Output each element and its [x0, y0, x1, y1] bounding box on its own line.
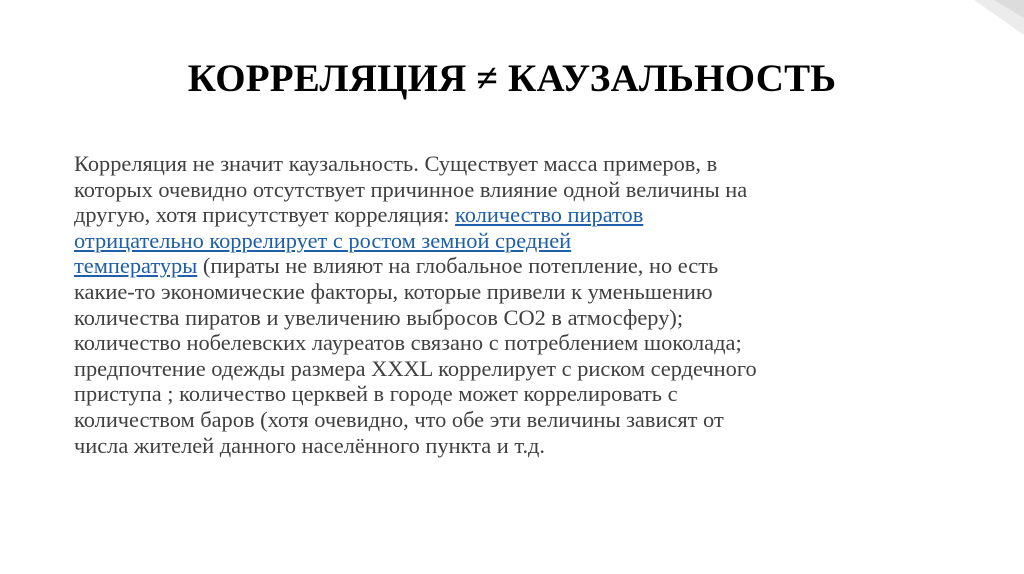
body-line: [74, 228, 954, 254]
pirates-link-continued[interactable]: отрицательно коррелирует с ростом земной средней: [74, 227, 572, 253]
body-line: количеством баров (хотя очевидно, что обе эти величины зависят от: [74, 406, 724, 432]
body-line: числа жителей данного населённого пункта и т.д.: [74, 432, 546, 458]
pirates-link[interactable]: количество пиратов: [455, 202, 644, 228]
body-line: приступа ; количество церквей в городе может коррелировать с: [74, 381, 678, 407]
body-line: количество нобелевских лауреатов связано с потреблением шоколада;: [74, 330, 742, 356]
body-line: какие-то экономические факторы, которые привели к уменьшению: [74, 278, 713, 304]
body-text-fragment: другую, хотя присутствует корреляция:: [74, 202, 456, 228]
slide-title: КОРРЕЛЯЦИЯ ≠ КАУЗАЛЬНОСТЬ: [187, 57, 837, 100]
pirates-link-end[interactable]: температуры: [74, 253, 198, 279]
body-line: которых очевидно отсутствует причинное влияние одной величины на: [74, 176, 748, 202]
corner-decoration: [964, 0, 1024, 40]
body-line: [74, 202, 954, 228]
body-line: количества пиратов и увеличению выбросов CO2 в атмосферу);: [74, 304, 684, 330]
slide-body: [74, 151, 954, 458]
body-text-fragment: (пираты не влияют на глобальное потепление, но есть: [197, 253, 719, 279]
body-line: предпочтение одежды размера XXXL коррелирует с риском сердечного: [74, 355, 757, 381]
body-line: Корреляция не значит каузальность. Существует масса примеров, в: [74, 151, 718, 176]
body-line: [74, 253, 954, 279]
